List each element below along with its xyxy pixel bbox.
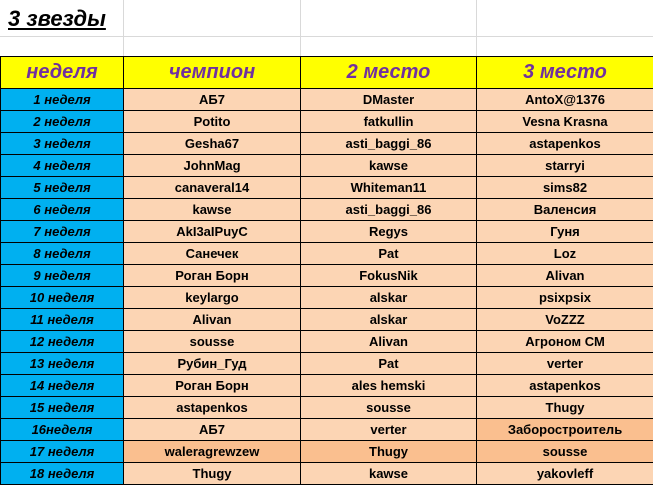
sheet-title[interactable]: 3 звезды	[8, 6, 106, 31]
champion-cell[interactable]: Alivan	[124, 309, 301, 331]
week-cell[interactable]: 13 неделя	[1, 353, 124, 375]
champion-cell[interactable]: keylargo	[124, 287, 301, 309]
table-row	[1, 265, 653, 287]
champion-cell[interactable]: astapenkos	[124, 397, 301, 419]
second-place-cell[interactable]: Pat	[301, 353, 477, 375]
champion-cell[interactable]: kawse	[124, 199, 301, 221]
week-cell[interactable]: 4 неделя	[1, 155, 124, 177]
table-row	[1, 199, 653, 221]
week-cell[interactable]: 15 неделя	[1, 397, 124, 419]
second-place-cell[interactable]: alskar	[301, 287, 477, 309]
third-place-cell[interactable]: Валенсия	[477, 199, 653, 221]
second-place-cell[interactable]: asti_baggi_86	[301, 199, 477, 221]
third-place-cell[interactable]: Агроном СМ	[477, 331, 653, 353]
third-place-cell[interactable]: Забoростроитель	[477, 419, 653, 441]
results-table	[0, 56, 653, 485]
week-cell[interactable]: 9 неделя	[1, 265, 124, 287]
third-place-cell[interactable]: Гуня	[477, 221, 653, 243]
champion-cell[interactable]: Роган Борн	[124, 375, 301, 397]
second-place-cell[interactable]: kawse	[301, 463, 477, 485]
third-place-cell[interactable]: astapenkos	[477, 375, 653, 397]
second-place-cell[interactable]: Whiteman11	[301, 177, 477, 199]
second-place-cell[interactable]: kawse	[301, 155, 477, 177]
second-place-cell[interactable]: verter	[301, 419, 477, 441]
week-cell[interactable]: 3 неделя	[1, 133, 124, 155]
third-place-cell[interactable]: psixpsix	[477, 287, 653, 309]
gridline	[300, 0, 301, 56]
table-row	[1, 155, 653, 177]
champion-cell[interactable]: Potito	[124, 111, 301, 133]
table-row	[1, 397, 653, 419]
week-cell[interactable]: 12 неделя	[1, 331, 124, 353]
champion-cell[interactable]: JohnMag	[124, 155, 301, 177]
third-place-cell[interactable]: verter	[477, 353, 653, 375]
third-place-cell[interactable]: Alivan	[477, 265, 653, 287]
champion-cell[interactable]: Рубин_Гуд	[124, 353, 301, 375]
second-place-cell[interactable]: Regys	[301, 221, 477, 243]
third-place-cell[interactable]: sousse	[477, 441, 653, 463]
table-row	[1, 243, 653, 265]
table-row	[1, 133, 653, 155]
header-champion[interactable]: чемпион	[124, 57, 301, 89]
champion-cell[interactable]: Санечек	[124, 243, 301, 265]
gridline	[123, 0, 124, 56]
champion-cell[interactable]: АБ7	[124, 89, 301, 111]
table-row	[1, 353, 653, 375]
second-place-cell[interactable]: Thugy	[301, 441, 477, 463]
week-cell[interactable]: 2 неделя	[1, 111, 124, 133]
third-place-cell[interactable]: Vesna Krasna	[477, 111, 653, 133]
week-cell[interactable]: 17 неделя	[1, 441, 124, 463]
second-place-cell[interactable]: Alivan	[301, 331, 477, 353]
second-place-cell[interactable]: fatkullin	[301, 111, 477, 133]
header-week[interactable]: неделя	[1, 57, 124, 89]
champion-cell[interactable]: Gesha67	[124, 133, 301, 155]
week-cell[interactable]: 10 неделя	[1, 287, 124, 309]
header-third-place[interactable]: 3 место	[477, 57, 653, 89]
champion-cell[interactable]: waleragrewzew	[124, 441, 301, 463]
table-row	[1, 111, 653, 133]
second-place-cell[interactable]: Pat	[301, 243, 477, 265]
third-place-cell[interactable]: Loz	[477, 243, 653, 265]
second-place-cell[interactable]: asti_baggi_86	[301, 133, 477, 155]
week-cell[interactable]: 18 неделя	[1, 463, 124, 485]
week-cell[interactable]: 1 неделя	[1, 89, 124, 111]
champion-cell[interactable]: Thugy	[124, 463, 301, 485]
champion-cell[interactable]: Роган Борн	[124, 265, 301, 287]
week-cell[interactable]: 5 неделя	[1, 177, 124, 199]
table-row	[1, 221, 653, 243]
week-cell[interactable]: 8 неделя	[1, 243, 124, 265]
table-row	[1, 375, 653, 397]
week-cell[interactable]: 11 неделя	[1, 309, 124, 331]
table-row	[1, 309, 653, 331]
week-cell[interactable]: 16неделя	[1, 419, 124, 441]
second-place-cell[interactable]: ales hemski	[301, 375, 477, 397]
third-place-cell[interactable]: astapenkos	[477, 133, 653, 155]
champion-cell[interactable]: canaveral14	[124, 177, 301, 199]
champion-cell[interactable]: АБ7	[124, 419, 301, 441]
champion-cell[interactable]: AkI3aIPuyC	[124, 221, 301, 243]
table-row	[1, 177, 653, 199]
third-place-cell[interactable]: starryi	[477, 155, 653, 177]
gridline	[476, 0, 477, 56]
third-place-cell[interactable]: sims82	[477, 177, 653, 199]
week-cell[interactable]: 14 неделя	[1, 375, 124, 397]
second-place-cell[interactable]: DMaster	[301, 89, 477, 111]
table-row	[1, 441, 653, 463]
table-row	[1, 89, 653, 111]
third-place-cell[interactable]: yakovleff	[477, 463, 653, 485]
table-row	[1, 331, 653, 353]
header-second-place[interactable]: 2 место	[301, 57, 477, 89]
third-place-cell[interactable]: AntoX@1376	[477, 89, 653, 111]
table-body	[1, 89, 653, 485]
table-row	[1, 463, 653, 485]
third-place-cell[interactable]: Thugy	[477, 397, 653, 419]
second-place-cell[interactable]: sousse	[301, 397, 477, 419]
header-row	[1, 57, 653, 89]
champion-cell[interactable]: sousse	[124, 331, 301, 353]
table-row	[1, 287, 653, 309]
second-place-cell[interactable]: FokusNik	[301, 265, 477, 287]
week-cell[interactable]: 7 неделя	[1, 221, 124, 243]
second-place-cell[interactable]: alskar	[301, 309, 477, 331]
third-place-cell[interactable]: VoZZZ	[477, 309, 653, 331]
week-cell[interactable]: 6 неделя	[1, 199, 124, 221]
table-row	[1, 419, 653, 441]
title-area	[0, 0, 653, 56]
gridline	[0, 36, 653, 37]
